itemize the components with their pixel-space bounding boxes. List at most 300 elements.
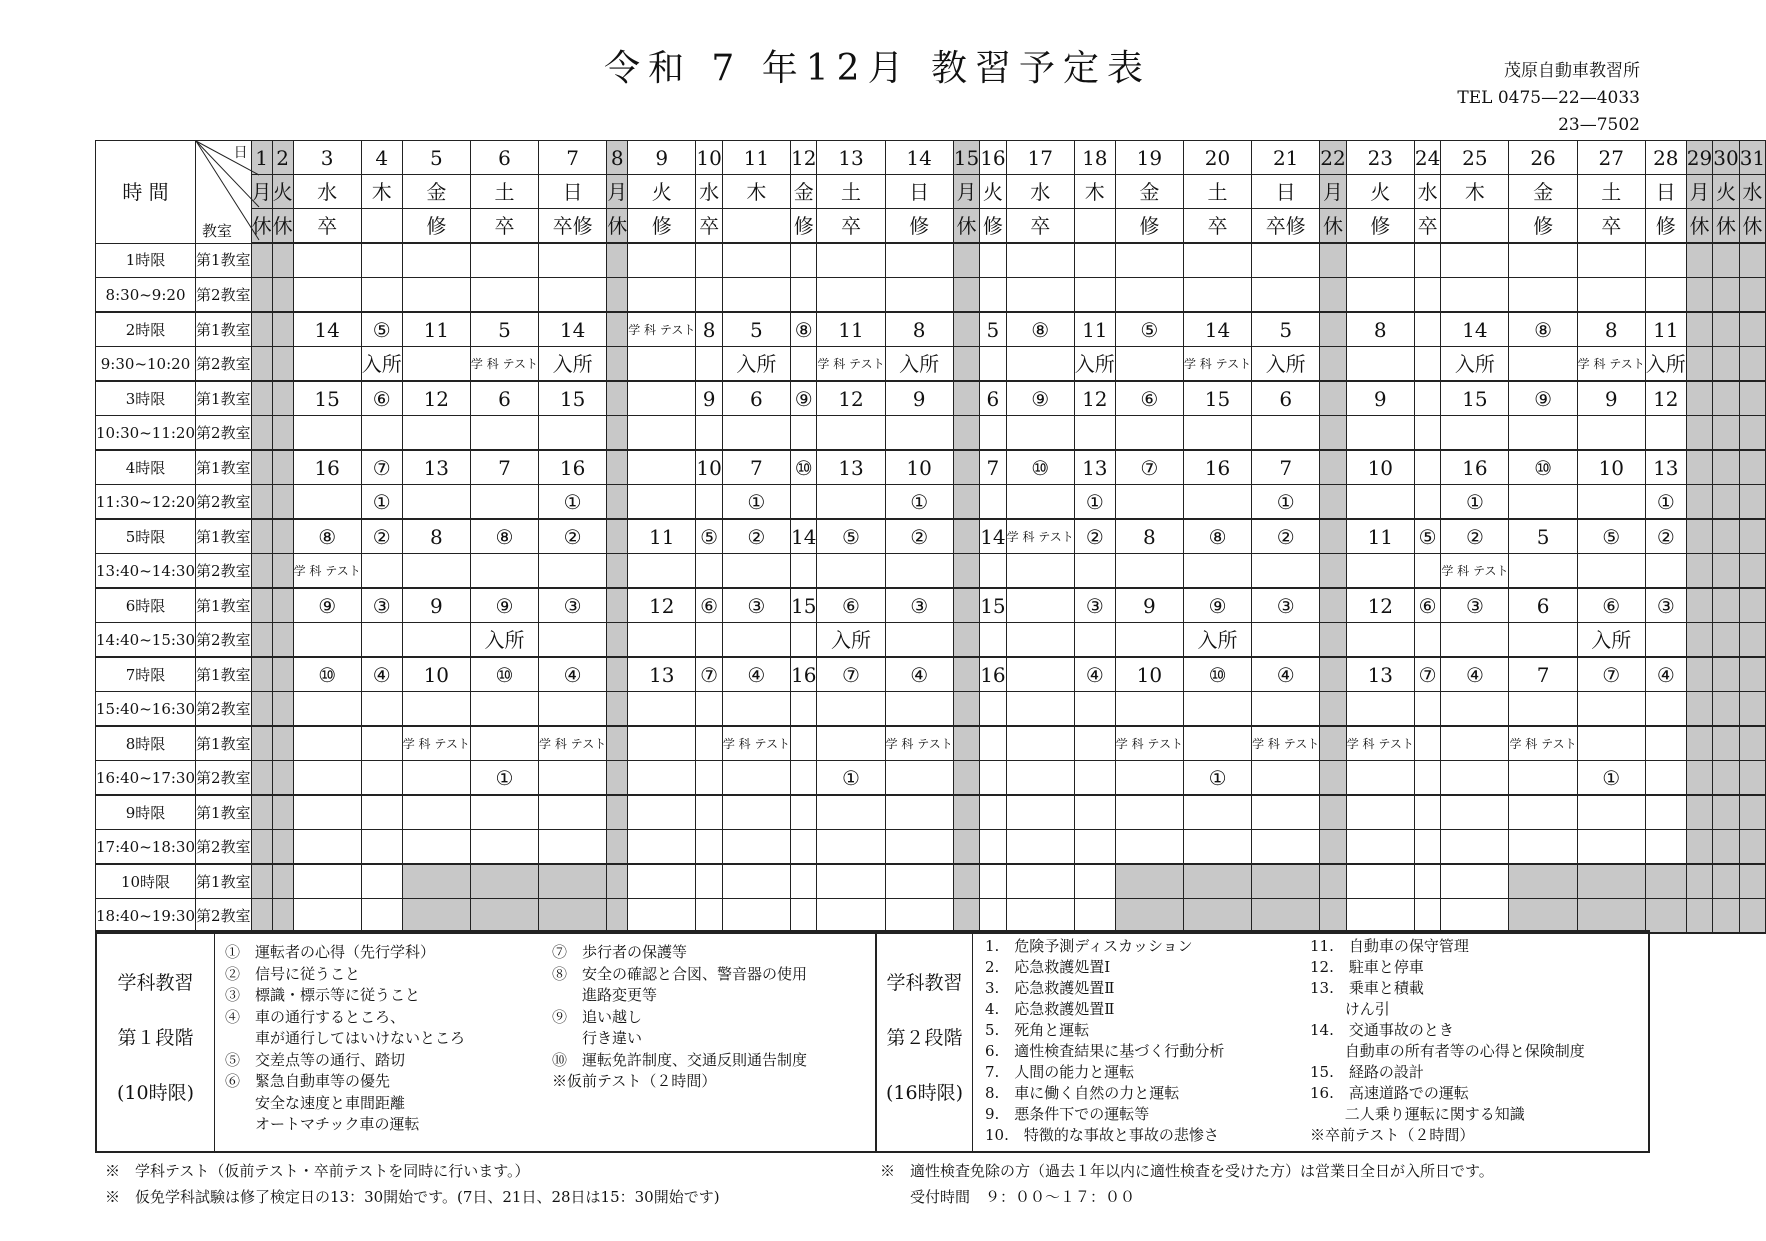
- legend-item: 車が通行してはいけないところ: [225, 1029, 466, 1047]
- schedule-cell: ⑧: [1509, 312, 1577, 347]
- schedule-cell: 9: [1346, 381, 1414, 416]
- exam-mark: 休: [1739, 209, 1765, 244]
- exam-mark: 卒: [696, 209, 722, 244]
- schedule-cell: [402, 864, 470, 899]
- schedule-cell: [272, 278, 293, 313]
- schedule-cell: 入所: [1577, 623, 1645, 658]
- schedule-cell: [1115, 485, 1183, 520]
- schedule-cell: ④: [722, 657, 790, 692]
- weekday: 月: [1320, 175, 1346, 209]
- schedule-cell: ②: [1441, 519, 1509, 554]
- schedule-cell: [361, 554, 402, 589]
- schedule-cell: [1414, 312, 1440, 347]
- schedule-cell: [1320, 657, 1346, 692]
- schedule-cell: [1441, 416, 1509, 451]
- schedule-cell: 10: [885, 450, 953, 485]
- stage1-label-1: 学科教習: [117, 972, 194, 994]
- schedule-cell: ④: [539, 657, 607, 692]
- schedule-cell: 入所: [722, 347, 790, 382]
- schedule-cell: [1252, 795, 1320, 830]
- schedule-cell: [1686, 554, 1712, 589]
- exam-mark: [1074, 209, 1115, 244]
- schedule-cell: [980, 761, 1006, 796]
- schedule-cell: [1509, 416, 1577, 451]
- legend-item: オートマチック車の運転: [225, 1115, 420, 1133]
- schedule-cell: [251, 864, 272, 899]
- schedule-cell: 15: [539, 381, 607, 416]
- schedule-cell: [1115, 899, 1183, 934]
- schedule-cell: ③: [885, 588, 953, 623]
- legend-item: ⑧ 安全の確認と合図、警音器の使用: [552, 964, 808, 983]
- schedule-cell: 6: [1509, 588, 1577, 623]
- schedule-cell: [1183, 485, 1251, 520]
- schedule-cell: ⑤: [1115, 312, 1183, 347]
- schedule-cell: 9: [1577, 381, 1645, 416]
- schedule-cell: [953, 692, 979, 727]
- schedule-cell: [1686, 761, 1712, 796]
- schedule-cell: [1577, 692, 1645, 727]
- period-name: 6時限: [96, 588, 196, 623]
- exam-mark: 休: [251, 209, 272, 244]
- schedule-cell: 14: [1441, 312, 1509, 347]
- schedule-cell: [980, 864, 1006, 899]
- schedule-cell: [1252, 623, 1320, 658]
- schedule-cell: [953, 726, 979, 761]
- schedule-cell: [980, 726, 1006, 761]
- room-label: 第2教室: [196, 278, 252, 313]
- schedule-cell: [1074, 761, 1115, 796]
- schedule-cell: [1115, 692, 1183, 727]
- schedule-cell: [628, 623, 696, 658]
- schedule-cell: 14: [790, 519, 816, 554]
- schedule-cell: [272, 692, 293, 727]
- schedule-cell: [1006, 899, 1074, 934]
- schedule-cell: 7: [980, 450, 1006, 485]
- schedule-cell: [1006, 485, 1074, 520]
- day-number: 28: [1645, 141, 1686, 175]
- schedule-cell: [607, 657, 628, 692]
- schedule-cell: [953, 347, 979, 382]
- schedule-cell: 学 科 テスト: [402, 726, 470, 761]
- day-number: 4: [361, 141, 402, 175]
- schedule-cell: [722, 278, 790, 313]
- schedule-cell: [539, 830, 607, 865]
- schedule-cell: [361, 761, 402, 796]
- schedule-cell: 14: [293, 312, 361, 347]
- schedule-cell: [607, 795, 628, 830]
- schedule-cell: [470, 416, 538, 451]
- schedule-cell: ⑧: [1006, 312, 1074, 347]
- schedule-cell: [1414, 381, 1440, 416]
- weekday: 月: [1686, 175, 1712, 209]
- schedule-cell: ④: [1441, 657, 1509, 692]
- schedule-cell: [272, 864, 293, 899]
- schedule-cell: [953, 312, 979, 347]
- schedule-cell: [1074, 692, 1115, 727]
- schedule-cell: [953, 243, 979, 278]
- schedule-cell: [1441, 623, 1509, 658]
- schedule-cell: [1006, 830, 1074, 865]
- schedule-cell: [539, 243, 607, 278]
- schedule-cell: 6: [980, 381, 1006, 416]
- stage1-label-2: 第１段階: [117, 1027, 194, 1049]
- schedule-cell: [722, 692, 790, 727]
- schedule-cell: [1006, 657, 1074, 692]
- schedule-cell: ⑩: [1006, 450, 1074, 485]
- schedule-cell: ⑦: [817, 657, 885, 692]
- schedule-cell: ③: [1645, 588, 1686, 623]
- day-number: 23: [1346, 141, 1414, 175]
- schedule-cell: [272, 623, 293, 658]
- schedule-cell: [1686, 416, 1712, 451]
- schedule-cell: [885, 899, 953, 934]
- schedule-cell: [1686, 450, 1712, 485]
- legend-item: ※ 適性検査免除の方（過去１年以内に適性検査を受けた方）は営業日全日が入所日です。: [880, 1162, 1494, 1180]
- schedule-cell: 入所: [885, 347, 953, 382]
- weekday: 土: [1183, 175, 1251, 209]
- schedule-cell: [885, 623, 953, 658]
- schedule-cell: [470, 485, 538, 520]
- schedule-cell: [953, 485, 979, 520]
- schedule-cell: ⑦: [696, 657, 722, 692]
- schedule-cell: 8: [1346, 312, 1414, 347]
- schedule-cell: [1320, 485, 1346, 520]
- schedule-cell: [1414, 623, 1440, 658]
- schedule-cell: [1645, 864, 1686, 899]
- schedule-cell: 12: [1074, 381, 1115, 416]
- schedule-cell: [1686, 519, 1712, 554]
- schedule-cell: [251, 243, 272, 278]
- period-time: 16:40~17:30: [96, 761, 196, 796]
- stage2-label-3: (16時限): [885, 1082, 963, 1104]
- schedule-cell: [1713, 450, 1739, 485]
- legend-item: 13. 乗車と積載: [1310, 979, 1424, 997]
- schedule-cell: [1686, 485, 1712, 520]
- schedule-cell: [628, 243, 696, 278]
- stage1-label: [97, 932, 215, 1151]
- period-name: 4時限: [96, 450, 196, 485]
- schedule-cell: [696, 623, 722, 658]
- schedule-cell: ⑥: [817, 588, 885, 623]
- day-number: 5: [402, 141, 470, 175]
- schedule-cell: [251, 278, 272, 313]
- schedule-cell: [817, 278, 885, 313]
- room-label: 第1教室: [196, 519, 252, 554]
- schedule-cell: ①: [1441, 485, 1509, 520]
- schedule-cell: [696, 864, 722, 899]
- schedule-cell: [1346, 899, 1414, 934]
- schedule-cell: [1686, 347, 1712, 382]
- schedule-cell: [696, 243, 722, 278]
- schedule-cell: [1252, 554, 1320, 589]
- schedule-cell: ⑤: [817, 519, 885, 554]
- schedule-cell: [817, 864, 885, 899]
- legend-item: 8. 車に働く自然の力と運転: [985, 1084, 1180, 1102]
- room-label: 第2教室: [196, 899, 252, 934]
- schedule-cell: 入所: [817, 623, 885, 658]
- schedule-cell: [293, 243, 361, 278]
- schedule-cell: ⑩: [1183, 657, 1251, 692]
- weekday: 火: [1346, 175, 1414, 209]
- schedule-cell: [1414, 795, 1440, 830]
- legend-item: 10. 特徴的な事故と事故の悲惨さ: [985, 1126, 1219, 1144]
- corner-header: [196, 141, 252, 244]
- schedule-cell: ⑩: [1509, 450, 1577, 485]
- period-name: 8時限: [96, 726, 196, 761]
- schedule-cell: [607, 485, 628, 520]
- schedule-cell: 14: [980, 519, 1006, 554]
- schedule-cell: [402, 416, 470, 451]
- schedule-cell: [1713, 243, 1739, 278]
- schedule-cell: [1346, 761, 1414, 796]
- schedule-cell: [470, 554, 538, 589]
- schedule-cell: [539, 795, 607, 830]
- schedule-cell: [885, 864, 953, 899]
- schedule-cell: [251, 692, 272, 727]
- schedule-cell: [817, 899, 885, 934]
- schedule-cell: [1006, 726, 1074, 761]
- schedule-cell: [293, 830, 361, 865]
- schedule-cell: 学 科 テスト: [628, 312, 696, 347]
- schedule-cell: [1739, 485, 1765, 520]
- schedule-cell: [1414, 726, 1440, 761]
- weekday: 木: [1074, 175, 1115, 209]
- schedule-cell: 10: [1577, 450, 1645, 485]
- schedule-cell: 6: [722, 381, 790, 416]
- schedule-cell: ⑨: [470, 588, 538, 623]
- schedule-cell: 5: [980, 312, 1006, 347]
- schedule-cell: [1115, 278, 1183, 313]
- schedule-cell: [1320, 830, 1346, 865]
- legend-item: 5. 死角と運転: [985, 1021, 1090, 1039]
- period-time: 9:30~10:20: [96, 347, 196, 382]
- exam-mark: 休: [1713, 209, 1739, 244]
- period-name: 9時限: [96, 795, 196, 830]
- schedule-cell: 6: [1252, 381, 1320, 416]
- schedule-cell: [1645, 554, 1686, 589]
- schedule-cell: 15: [293, 381, 361, 416]
- schedule-cell: [1183, 554, 1251, 589]
- schedule-cell: [885, 795, 953, 830]
- period-name: 5時限: [96, 519, 196, 554]
- schedule-cell: [696, 761, 722, 796]
- legend-item: ⑩ 運転免許制度、交通反則通告制度: [552, 1050, 808, 1069]
- schedule-cell: [1320, 554, 1346, 589]
- schedule-cell: [1346, 864, 1414, 899]
- schedule-cell: 学 科 テスト: [539, 726, 607, 761]
- stage1-list-1: [225, 942, 465, 1136]
- schedule-cell: [1645, 623, 1686, 658]
- schedule-cell: [696, 416, 722, 451]
- schedule-cell: [1074, 278, 1115, 313]
- schedule-cell: [1006, 416, 1074, 451]
- exam-mark: 休: [953, 209, 979, 244]
- schedule-cell: [1183, 726, 1251, 761]
- schedule-cell: 5: [722, 312, 790, 347]
- schedule-cell: [980, 416, 1006, 451]
- legend-item: 1. 危険予測ディスカッション: [985, 937, 1193, 955]
- schedule-cell: [272, 416, 293, 451]
- day-number: 16: [980, 141, 1006, 175]
- room-label: 第1教室: [196, 588, 252, 623]
- schedule-cell: ⑨: [1509, 381, 1577, 416]
- schedule-cell: [1346, 623, 1414, 658]
- schedule-cell: [1006, 554, 1074, 589]
- schedule-cell: 8: [402, 519, 470, 554]
- schedule-cell: [722, 899, 790, 934]
- schedule-cell: ②: [1645, 519, 1686, 554]
- school-info: [1457, 58, 1640, 139]
- weekday: 日: [539, 175, 607, 209]
- schedule-cell: [1577, 830, 1645, 865]
- schedule-cell: [1713, 416, 1739, 451]
- schedule-cell: [1346, 416, 1414, 451]
- schedule-cell: [272, 830, 293, 865]
- schedule-cell: ③: [1074, 588, 1115, 623]
- weekday: 水: [1414, 175, 1440, 209]
- schedule-cell: ①: [361, 485, 402, 520]
- schedule-cell: [1074, 623, 1115, 658]
- schedule-cell: [1713, 726, 1739, 761]
- period-time: 13:40~14:30: [96, 554, 196, 589]
- schedule-cell: [1320, 692, 1346, 727]
- schedule-cell: [470, 278, 538, 313]
- weekday: 火: [628, 175, 696, 209]
- schedule-cell: [722, 864, 790, 899]
- schedule-cell: [1320, 623, 1346, 658]
- exam-mark: 修: [402, 209, 470, 244]
- schedule-cell: [1074, 795, 1115, 830]
- weekday: 土: [470, 175, 538, 209]
- page-title: 令和 7 年12月 教習予定表: [603, 48, 1152, 89]
- schedule-cell: [885, 692, 953, 727]
- schedule-cell: [1577, 416, 1645, 451]
- schedule-cell: [1509, 623, 1577, 658]
- schedule-cell: [251, 381, 272, 416]
- schedule-cell: [1686, 692, 1712, 727]
- schedule-cell: [980, 278, 1006, 313]
- exam-mark: 卒修: [539, 209, 607, 244]
- schedule-cell: [1509, 278, 1577, 313]
- schedule-cell: [272, 450, 293, 485]
- schedule-cell: ⑧: [1183, 519, 1251, 554]
- schedule-cell: [953, 657, 979, 692]
- schedule-cell: [1006, 588, 1074, 623]
- room-label: 第2教室: [196, 416, 252, 451]
- schedule-cell: [790, 416, 816, 451]
- schedule-cell: [539, 554, 607, 589]
- period-name: 1時限: [96, 243, 196, 278]
- schedule-cell: [628, 795, 696, 830]
- schedule-cell: 入所: [539, 347, 607, 382]
- exam-mark: 休: [607, 209, 628, 244]
- schedule-cell: [1414, 864, 1440, 899]
- time-header: 時 間: [96, 141, 196, 244]
- schedule-cell: ⑤: [1577, 519, 1645, 554]
- schedule-cell: [980, 692, 1006, 727]
- schedule-cell: [361, 864, 402, 899]
- schedule-cell: [539, 692, 607, 727]
- schedule-cell: ①: [817, 761, 885, 796]
- schedule-cell: ⑥: [696, 588, 722, 623]
- schedule-cell: 12: [1346, 588, 1414, 623]
- schedule-cell: [1006, 692, 1074, 727]
- schedule-cell: [1414, 554, 1440, 589]
- schedule-cell: [953, 830, 979, 865]
- schedule-cell: [628, 726, 696, 761]
- schedule-cell: [361, 416, 402, 451]
- schedule-cell: [1006, 623, 1074, 658]
- schedule-cell: ⑥: [1577, 588, 1645, 623]
- schedule-cell: [1183, 692, 1251, 727]
- schedule-cell: [1346, 485, 1414, 520]
- schedule-cell: [272, 761, 293, 796]
- schedule-cell: 学 科 テスト: [1252, 726, 1320, 761]
- schedule-cell: [1739, 899, 1765, 934]
- schedule-cell: 13: [402, 450, 470, 485]
- school-name: 茂原自動車教習所: [1504, 61, 1640, 81]
- period-time: 15:40~16:30: [96, 692, 196, 727]
- schedule-cell: [1713, 347, 1739, 382]
- schedule-cell: 16: [293, 450, 361, 485]
- schedule-cell: [402, 623, 470, 658]
- schedule-cell: 学 科 テスト: [293, 554, 361, 589]
- schedule-cell: [1509, 692, 1577, 727]
- legend-item: 12. 駐車と停車: [1310, 958, 1424, 976]
- schedule-cell: [402, 761, 470, 796]
- schedule-cell: [1509, 347, 1577, 382]
- exam-mark: 卒: [293, 209, 361, 244]
- schedule-cell: [1252, 761, 1320, 796]
- schedule-cell: [1713, 278, 1739, 313]
- day-number: 14: [885, 141, 953, 175]
- day-number: 11: [722, 141, 790, 175]
- schedule-cell: [1686, 899, 1712, 934]
- schedule-cell: 学 科 テスト: [1577, 347, 1645, 382]
- schedule-cell: [1713, 485, 1739, 520]
- schedule-cell: [251, 726, 272, 761]
- schedule-cell: [293, 761, 361, 796]
- schedule-cell: [1414, 761, 1440, 796]
- schedule-cell: [402, 243, 470, 278]
- schedule-cell: [470, 243, 538, 278]
- schedule-cell: [1739, 726, 1765, 761]
- schedule-cell: [953, 588, 979, 623]
- schedule-cell: ⑥: [1115, 381, 1183, 416]
- schedule-cell: [361, 726, 402, 761]
- legend-item: ⑨ 追い越し: [552, 1007, 643, 1026]
- schedule-cell: [696, 692, 722, 727]
- schedule-cell: ①: [885, 485, 953, 520]
- schedule-cell: ⑨: [1006, 381, 1074, 416]
- schedule-cell: 入所: [1183, 623, 1251, 658]
- room-label: 第1教室: [196, 312, 252, 347]
- schedule-cell: [1645, 830, 1686, 865]
- schedule-cell: [361, 278, 402, 313]
- schedule-cell: [272, 554, 293, 589]
- schedule-cell: 7: [1252, 450, 1320, 485]
- schedule-cell: 14: [1183, 312, 1251, 347]
- schedule-cell: [696, 899, 722, 934]
- schedule-cell: [696, 278, 722, 313]
- schedule-cell: 11: [1346, 519, 1414, 554]
- day-number: 15: [953, 141, 979, 175]
- schedule-cell: [1441, 899, 1509, 934]
- schedule-cell: [1183, 830, 1251, 865]
- schedule-cell: 入所: [1252, 347, 1320, 382]
- weekday: 土: [1577, 175, 1645, 209]
- schedule-cell: [696, 554, 722, 589]
